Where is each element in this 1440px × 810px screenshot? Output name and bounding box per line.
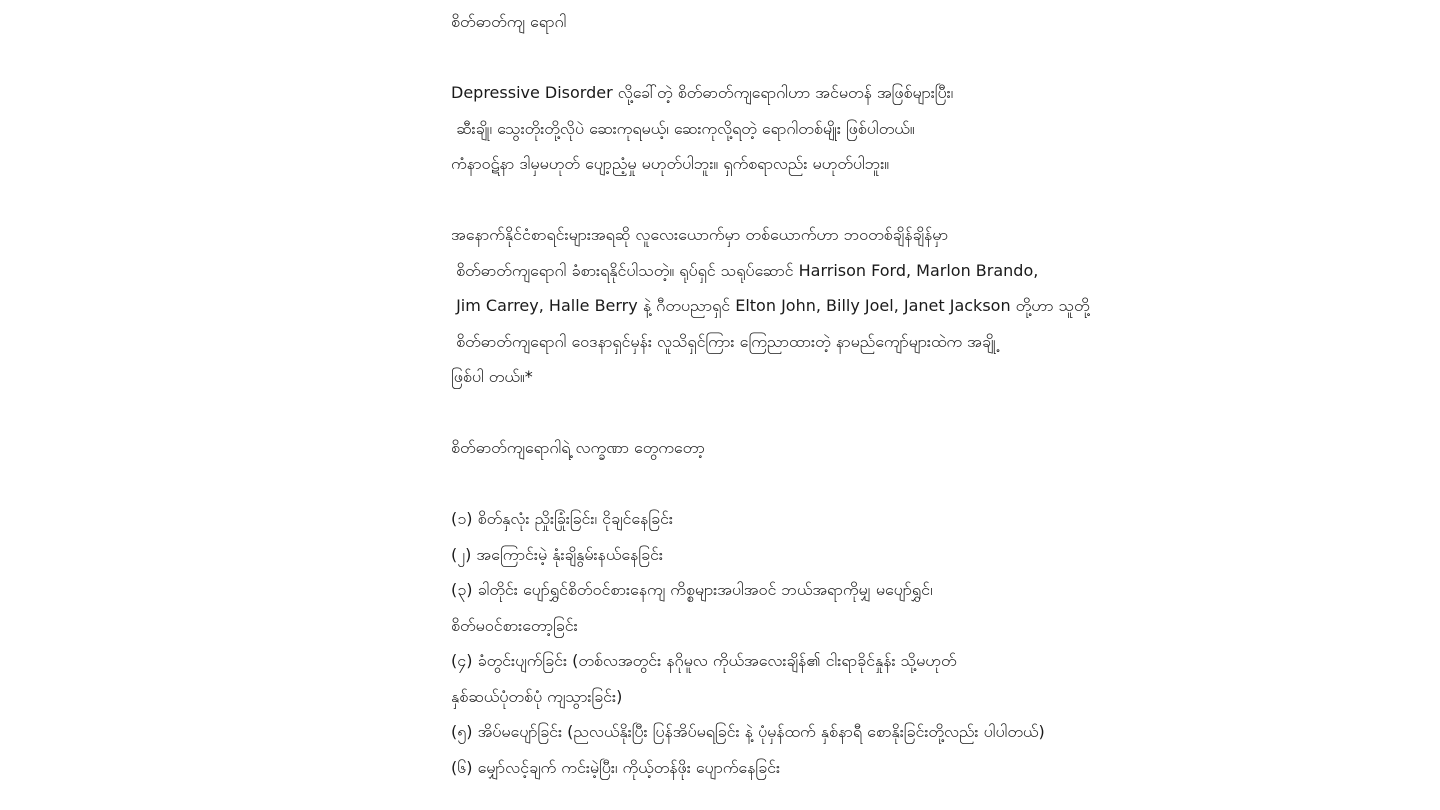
paragraph-1-line-1: Depressive Disorder လို့ခေါ်တဲ့ စိတ်ဓာတ်ကျရောဂါဟာ အင်မတန် အဖြစ်များပြီး၊ — [451, 83, 954, 102]
paragraph-2-line-4: စိတ်ဓာတ်ကျရောဂါ ဝေဒနာရှင်မှန်း လူသိရှင်ကြား ကြေညာထားတဲ့ နာမည်ကျော်များထဲက အချို့ — [451, 331, 996, 351]
document-page — [451, 4, 1090, 785]
document-title: စိတ်ဓာတ်ကျ ရောဂါ — [451, 12, 567, 31]
paragraph-1-line-2: ဆီးချို၊ သွေးတိုးတို့လိုပဲ ဆေးကုရမယ့်၊ ဆေးကုလို့ရတဲ့ ရောဂါတစ်မျိုး ဖြစ်ပါတယ်။ — [451, 118, 915, 138]
symptoms-heading: စိတ်ဓာတ်ကျရောဂါရဲ့ လက္ခဏာ တွေကတော့ — [451, 438, 705, 457]
symptom-item-1: (၁) စိတ်နှလုံး ညှိုးခြုံးခြင်း၊ ငိုချင်နေခြင်း — [451, 509, 673, 528]
symptom-item-3-line-1: (၃) ခါတိုင်း ပျော်ရွှင်စိတ်ဝင်စားနေကျ ကိစ္စများအပါအဝင် ဘယ်အရာကိုမျှ မပျော်ရွှင်၊ — [451, 580, 933, 599]
blank-line — [451, 182, 1071, 218]
paragraph-2-line-3: Jim Carrey, Halle Berry နဲ့ ဂီတပညာရှင် Elton John, Billy Joel, Janet Jackson တို့ဟာ သူတို့ — [451, 296, 1090, 315]
symptom-item-4-line-1: (၄) ခံတွင်းပျက်ခြင်း (တစ်လအတွင်း နဂိုမူလ ကိုယ်အလေးချိန်၏ ငါးရာခိုင်နှုန်း သို့မဟုတ် — [451, 651, 957, 670]
blank-line — [451, 40, 1071, 76]
symptom-item-2: (၂) အကြောင်းမဲ့ နုံးချိနွမ်းနယ်နေခြင်း — [451, 544, 663, 564]
symptom-item-5: (၅) အိပ်မပျော်ခြင်း (ညလယ်နိုးပြီး ပြန်အိပ်မရခြင်း နဲ့ ပုံမှန်ထက် နှစ်နာရီ စောနိုးခြင်းတို့လည်း ပါပါတယ်) — [451, 722, 1045, 741]
symptom-item-6: (၆) မျှော်လင့်ချက် ကင်းမဲ့ပြီး၊ ကိုယ့်တန်ဖိုး ပျောက်နေခြင်း — [451, 757, 781, 777]
symptom-item-3-line-2: စိတ်မဝင်စားတော့ခြင်း — [451, 615, 578, 635]
blank-line — [451, 395, 1071, 431]
paragraph-2-line-2: စိတ်ဓာတ်ကျရောဂါ ခံစားရနိုင်ပါသတဲ့။ ရုပ်ရှင် သရုပ်ဆောင် Harrison Ford, Marlon Brando, — [451, 260, 1039, 280]
symptom-item-4-line-2: နှစ်ဆယ်ပုံတစ်ပုံ ကျသွားခြင်း) — [451, 686, 623, 706]
paragraph-2-line-5: ဖြစ်ပါ တယ်။* — [451, 367, 533, 386]
paragraph-2-line-1: အနောက်နိုင်ငံစာရင်းများအရဆို လူလေးယောက်မှာ တစ်ယောက်ဟာ ဘဝတစ်ချိန်ချိန်မှာ — [451, 225, 949, 244]
blank-line — [451, 466, 1071, 502]
paragraph-1-line-3: ကံနာဝဋ်နာ ဒါမှမဟုတ် ပျော့ညံ့မှု မဟုတ်ပါဘူး။ ရှက်စရာလည်း မဟုတ်ပါဘူး။ — [451, 154, 890, 173]
